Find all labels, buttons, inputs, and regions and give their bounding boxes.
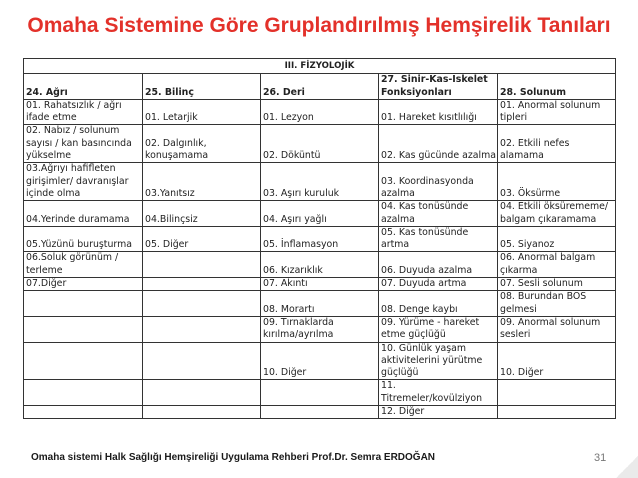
- table-cell: 03. Aşırı kuruluk: [261, 163, 379, 201]
- table-cell: 09. Anormal solunum sesleri: [498, 316, 616, 342]
- table-cell: 02. Dalgınlık, konuşamama: [143, 125, 261, 163]
- table-cell: 04. Etkili öksürememe/ balgam çıkaramama: [498, 201, 616, 227]
- table-cell: 02. Kas gücünde azalma: [379, 125, 498, 163]
- table-cell: 07. Sesli solunum: [498, 278, 616, 291]
- table-cell: 01. Lezyon: [261, 99, 379, 125]
- table-cell: 05. Diğer: [143, 226, 261, 252]
- column-header: 28. Solunum: [498, 74, 616, 100]
- table-cell: [143, 380, 261, 406]
- table-cell: [143, 252, 261, 278]
- table-cell: 01. Letarjik: [143, 99, 261, 125]
- table-cell: 09. Tırnaklarda kırılma/ayrılma: [261, 316, 379, 342]
- table-cell: [498, 406, 616, 419]
- table-cell: 05.Yüzünü buruşturma: [24, 226, 143, 252]
- table-row: [24, 342, 616, 380]
- table-cell: 06.Soluk görünüm / terleme: [24, 252, 143, 278]
- table-cell: 09. Yürüme - hareket etme güçlüğü: [379, 316, 498, 342]
- footer-citation: Omaha sistemi Halk Sağlığı Hemşireliği Uygulama Rehberi Prof.Dr. Semra ERDOĞAN: [31, 452, 436, 463]
- table-row: [24, 278, 616, 291]
- column-header: 25. Bilinç: [143, 74, 261, 100]
- table-cell: [24, 380, 143, 406]
- table-cell: 08. Burundan BOS gelmesi: [498, 291, 616, 317]
- table-cell: 12. Diğer: [379, 406, 498, 419]
- page-number: 31: [594, 452, 607, 464]
- table-cell: 07.Diğer: [24, 278, 143, 291]
- table-cell: [24, 316, 143, 342]
- table-cell: 08. Denge kaybı: [379, 291, 498, 317]
- table-cell: 04.Bilinçsiz: [143, 201, 261, 227]
- table-cell: 01. Anormal solunum tipleri: [498, 99, 616, 125]
- table-row: [24, 291, 616, 317]
- page-curl-decoration: [616, 456, 638, 478]
- table-cell: 03. Öksürme: [498, 163, 616, 201]
- table-cell: 10. Diğer: [261, 342, 379, 380]
- column-header: 26. Deri: [261, 74, 379, 100]
- table-row: [24, 99, 616, 125]
- table-row: [24, 201, 616, 227]
- table-cell: 02. Etkili nefes alamama: [498, 125, 616, 163]
- column-header: 27. Sinir-Kas-İskelet Fonksiyonları: [379, 74, 498, 100]
- table-cell: [24, 406, 143, 419]
- table-cell: [261, 406, 379, 419]
- table-cell: 06. Duyuda azalma: [379, 252, 498, 278]
- table-cell: [143, 278, 261, 291]
- table-row: [24, 163, 616, 201]
- table-cell: [261, 380, 379, 406]
- table-cell: [498, 380, 616, 406]
- table-row: [24, 316, 616, 342]
- table-cell: 01. Rahatsızlık / ağrı ifade etme: [24, 99, 143, 125]
- table-cell: 07. Duyuda artma: [379, 278, 498, 291]
- table-cell: 05. Siyanoz: [498, 226, 616, 252]
- table-cell: 08. Morartı: [261, 291, 379, 317]
- table-cell: 02. Nabız / solunum sayısı / kan basıncında yükselme: [24, 125, 143, 163]
- section-title: III. FİZYOLOJİK: [24, 59, 616, 74]
- table-cell: 03.Ağrıyı hafifleten girişimler/ davranışlar içinde olma: [24, 163, 143, 201]
- table-cell: [143, 342, 261, 380]
- table-cell: 01. Hareket kısıtlılığı: [379, 99, 498, 125]
- table-cell: 06. Anormal balgam çıkarma: [498, 252, 616, 278]
- table-cell: 05. Kas tonüsünde artma: [379, 226, 498, 252]
- column-header-row: [24, 74, 616, 100]
- table-cell: 11. Titremeler/kovülziyon: [379, 380, 498, 406]
- table-row: [24, 406, 616, 419]
- table-cell: 10. Günlük yaşam aktivitelerini yürütme güçlüğü: [379, 342, 498, 380]
- table-cell: 10. Diğer: [498, 342, 616, 380]
- table-cell: 04.Yerinde duramama: [24, 201, 143, 227]
- table-cell: 06. Kızarıklık: [261, 252, 379, 278]
- table-row: [24, 125, 616, 163]
- table-cell: 03.Yanıtsız: [143, 163, 261, 201]
- table-row: [24, 226, 616, 252]
- table-row: [24, 252, 616, 278]
- table-row: [24, 380, 616, 406]
- table-cell: 02. Döküntü: [261, 125, 379, 163]
- table-cell: 07. Akıntı: [261, 278, 379, 291]
- diagnosis-table: [23, 58, 616, 419]
- table-cell: 04. Kas tonüsünde azalma: [379, 201, 498, 227]
- table-cell: 05. İnflamasyon: [261, 226, 379, 252]
- column-header: 24. Ağrı: [24, 74, 143, 100]
- table-cell: [143, 316, 261, 342]
- table-cell: [143, 291, 261, 317]
- table-cell: 04. Aşırı yağlı: [261, 201, 379, 227]
- table-cell: [24, 342, 143, 380]
- table-cell: [24, 291, 143, 317]
- table-cell: 03. Koordinasyonda azalma: [379, 163, 498, 201]
- slide-title: Omaha Sistemine Göre Gruplandırılmış Hemşirelik Tanıları: [27, 14, 611, 37]
- table-cell: [143, 406, 261, 419]
- section-header-row: [24, 59, 616, 74]
